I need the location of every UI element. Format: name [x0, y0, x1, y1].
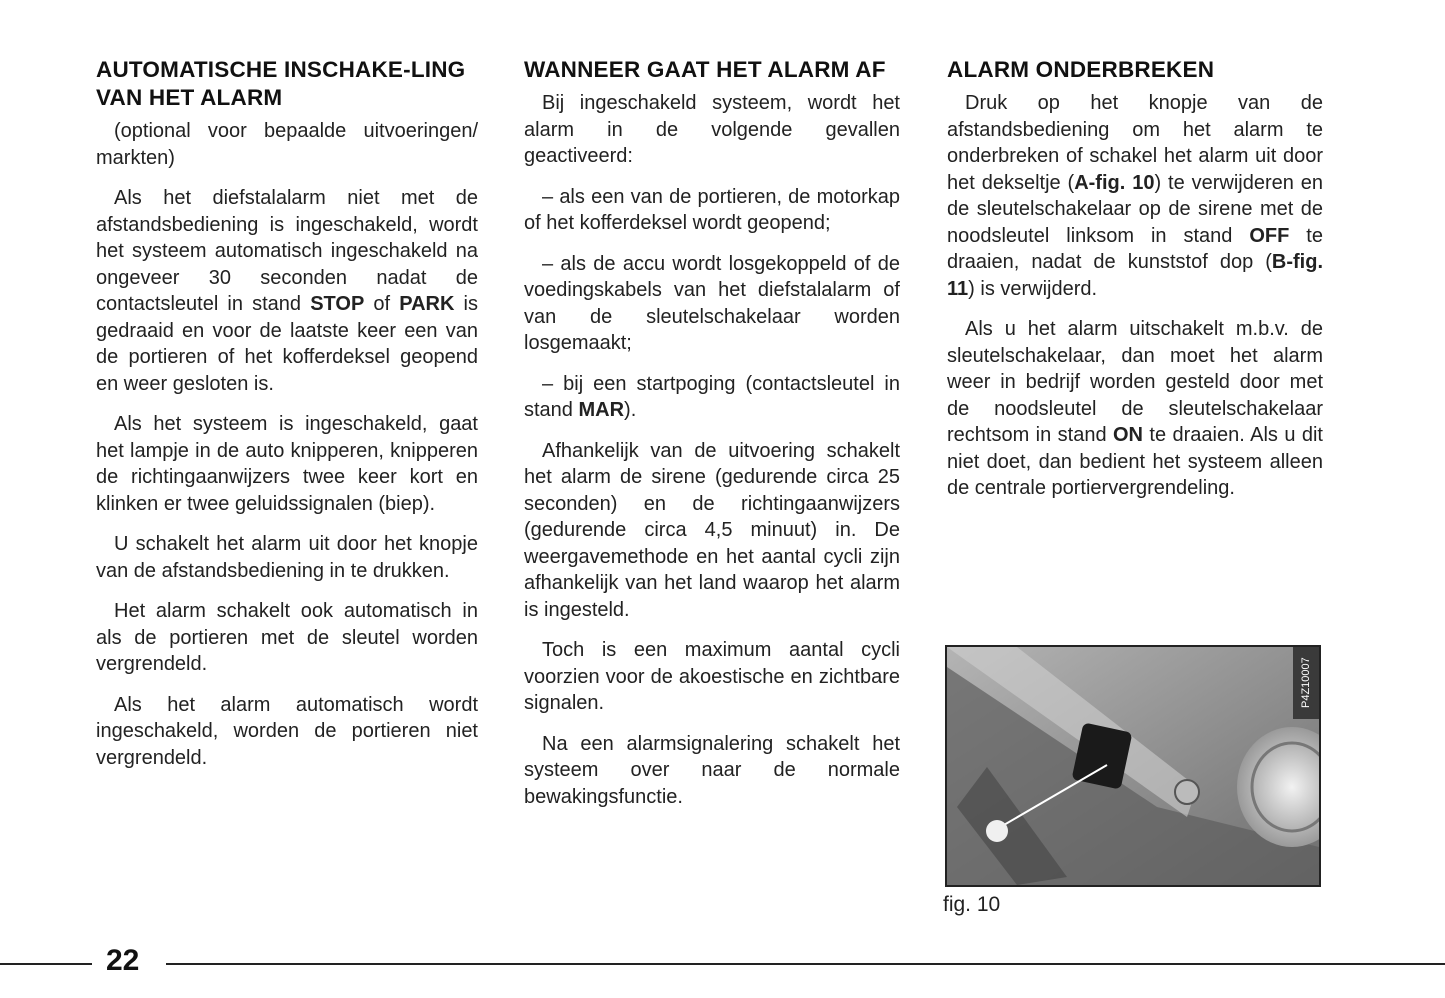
column-3: [947, 56, 1323, 516]
bold-term: PARK: [399, 293, 455, 315]
bold-term: ON: [1113, 424, 1143, 446]
paragraph: Toch is een maximum aantal cycli voorzien voor de akoestische en zichtbare signalen.: [524, 639, 900, 714]
heading-automatic-arming: AUTOMATISCHE INSCHAKE-LING VAN HET ALARM: [96, 57, 466, 110]
bold-term: A-fig. 10: [1074, 171, 1155, 194]
paragraph: U schakelt het alarm uit door het knopje van de afstandsbediening in te drukken.: [96, 533, 478, 582]
paragraph: Het alarm schakelt ook automatisch in als de portieren met de sleutel worden vergrendeld.: [96, 600, 478, 675]
bold-term: B-fig. 11: [947, 251, 1323, 300]
heading-when-alarm-triggers: WANNEER GAAT HET ALARM AF: [524, 57, 886, 82]
column-1: [96, 56, 478, 785]
paragraph: – bij een startpoging (contactsleutel in stand MAR).: [524, 372, 900, 421]
paragraph: Als het systeem is ingeschakeld, gaat het lampje in de auto knipperen, knipperen de richtingaanwijzers twee keer kort en klinken er twee geluidssignalen (biep).: [96, 413, 478, 515]
column-2: [524, 56, 900, 824]
figure-photo: [945, 645, 1321, 887]
paragraph: Na een alarmsignalering schakelt het systeem over naar de normale bewakingsfunctie.: [524, 732, 900, 808]
footer-rule-left: [0, 963, 92, 965]
paragraph: Bij ingeschakeld systeem, wordt het alarm in de volgende gevallen geactiveerd:: [524, 92, 900, 167]
footer-rule-right: [166, 963, 1445, 965]
figure-caption: fig. 10: [943, 893, 1001, 916]
bold-term: STOP: [310, 293, 365, 315]
paragraph: – als een van de portieren, de motorkap of het kofferdeksel wordt geopend;: [524, 185, 900, 234]
bold-term: OFF: [1249, 224, 1290, 247]
figure-code: P4Z10007: [1293, 647, 1319, 719]
paragraph: Als u het alarm uitschakelt m.b.v. de sleutelschakelaar, dan moet het alarm weer in bedrijf worden gesteld door met de noodsleutel de sleutelschakelaar rechtsom in stand ON te draaien. Als u dit niet doet, dan bedient het systeem alleen de centrale portiervergrendeling.: [947, 318, 1323, 499]
paragraph: Afhankelijk van de uitvoering schakelt het alarm de sirene (gedurende circa 25 seconden) en de richtingaanwijzers (gedurende circa 4,5 minuut) in. De weergavemethode en het aantal cycli zijn afhankelijk van het land waarop het alarm is ingesteld.: [524, 439, 900, 621]
page-number: 22: [106, 944, 140, 977]
paragraph: Als het alarm automatisch wordt ingeschakeld, worden de portieren niet vergrendeld.: [96, 693, 478, 769]
paragraph: – als de accu wordt losgekoppeld of de voedingskabels van het diefstalalarm of van de sleutelschakelaar worden losgemaakt;: [524, 252, 900, 354]
paragraph: (optional voor bepaalde uitvoeringen/ markten): [96, 120, 478, 169]
paragraph: Druk op het knopje van de afstandsbediening om het alarm te onderbreken of schakel het alarm uit door het dekseltje (A-fig. 10) te verwijderen en de sleutelschakelaar op de sirene met de noodsleutel linksom in stand OFF te draaien, nadat de kunststof dop (B-fig. 11) is verwijderd.: [947, 92, 1323, 300]
paragraph: Als het diefstalalarm niet met de afstandsbediening is ingeschakeld, wordt het systeem automatisch ingeschakeld na ongeveer 30 seconden nadat de contactsleutel in stand STOP of PARK is gedraaid en voor de laatste keer een van de portieren of het kofferdeksel geopend en weer gesloten is.: [96, 187, 478, 395]
siren-photo: [947, 647, 1319, 885]
heading-interrupt-alarm: ALARM ONDERBREKEN: [947, 57, 1215, 82]
bold-term: MAR: [578, 399, 625, 421]
